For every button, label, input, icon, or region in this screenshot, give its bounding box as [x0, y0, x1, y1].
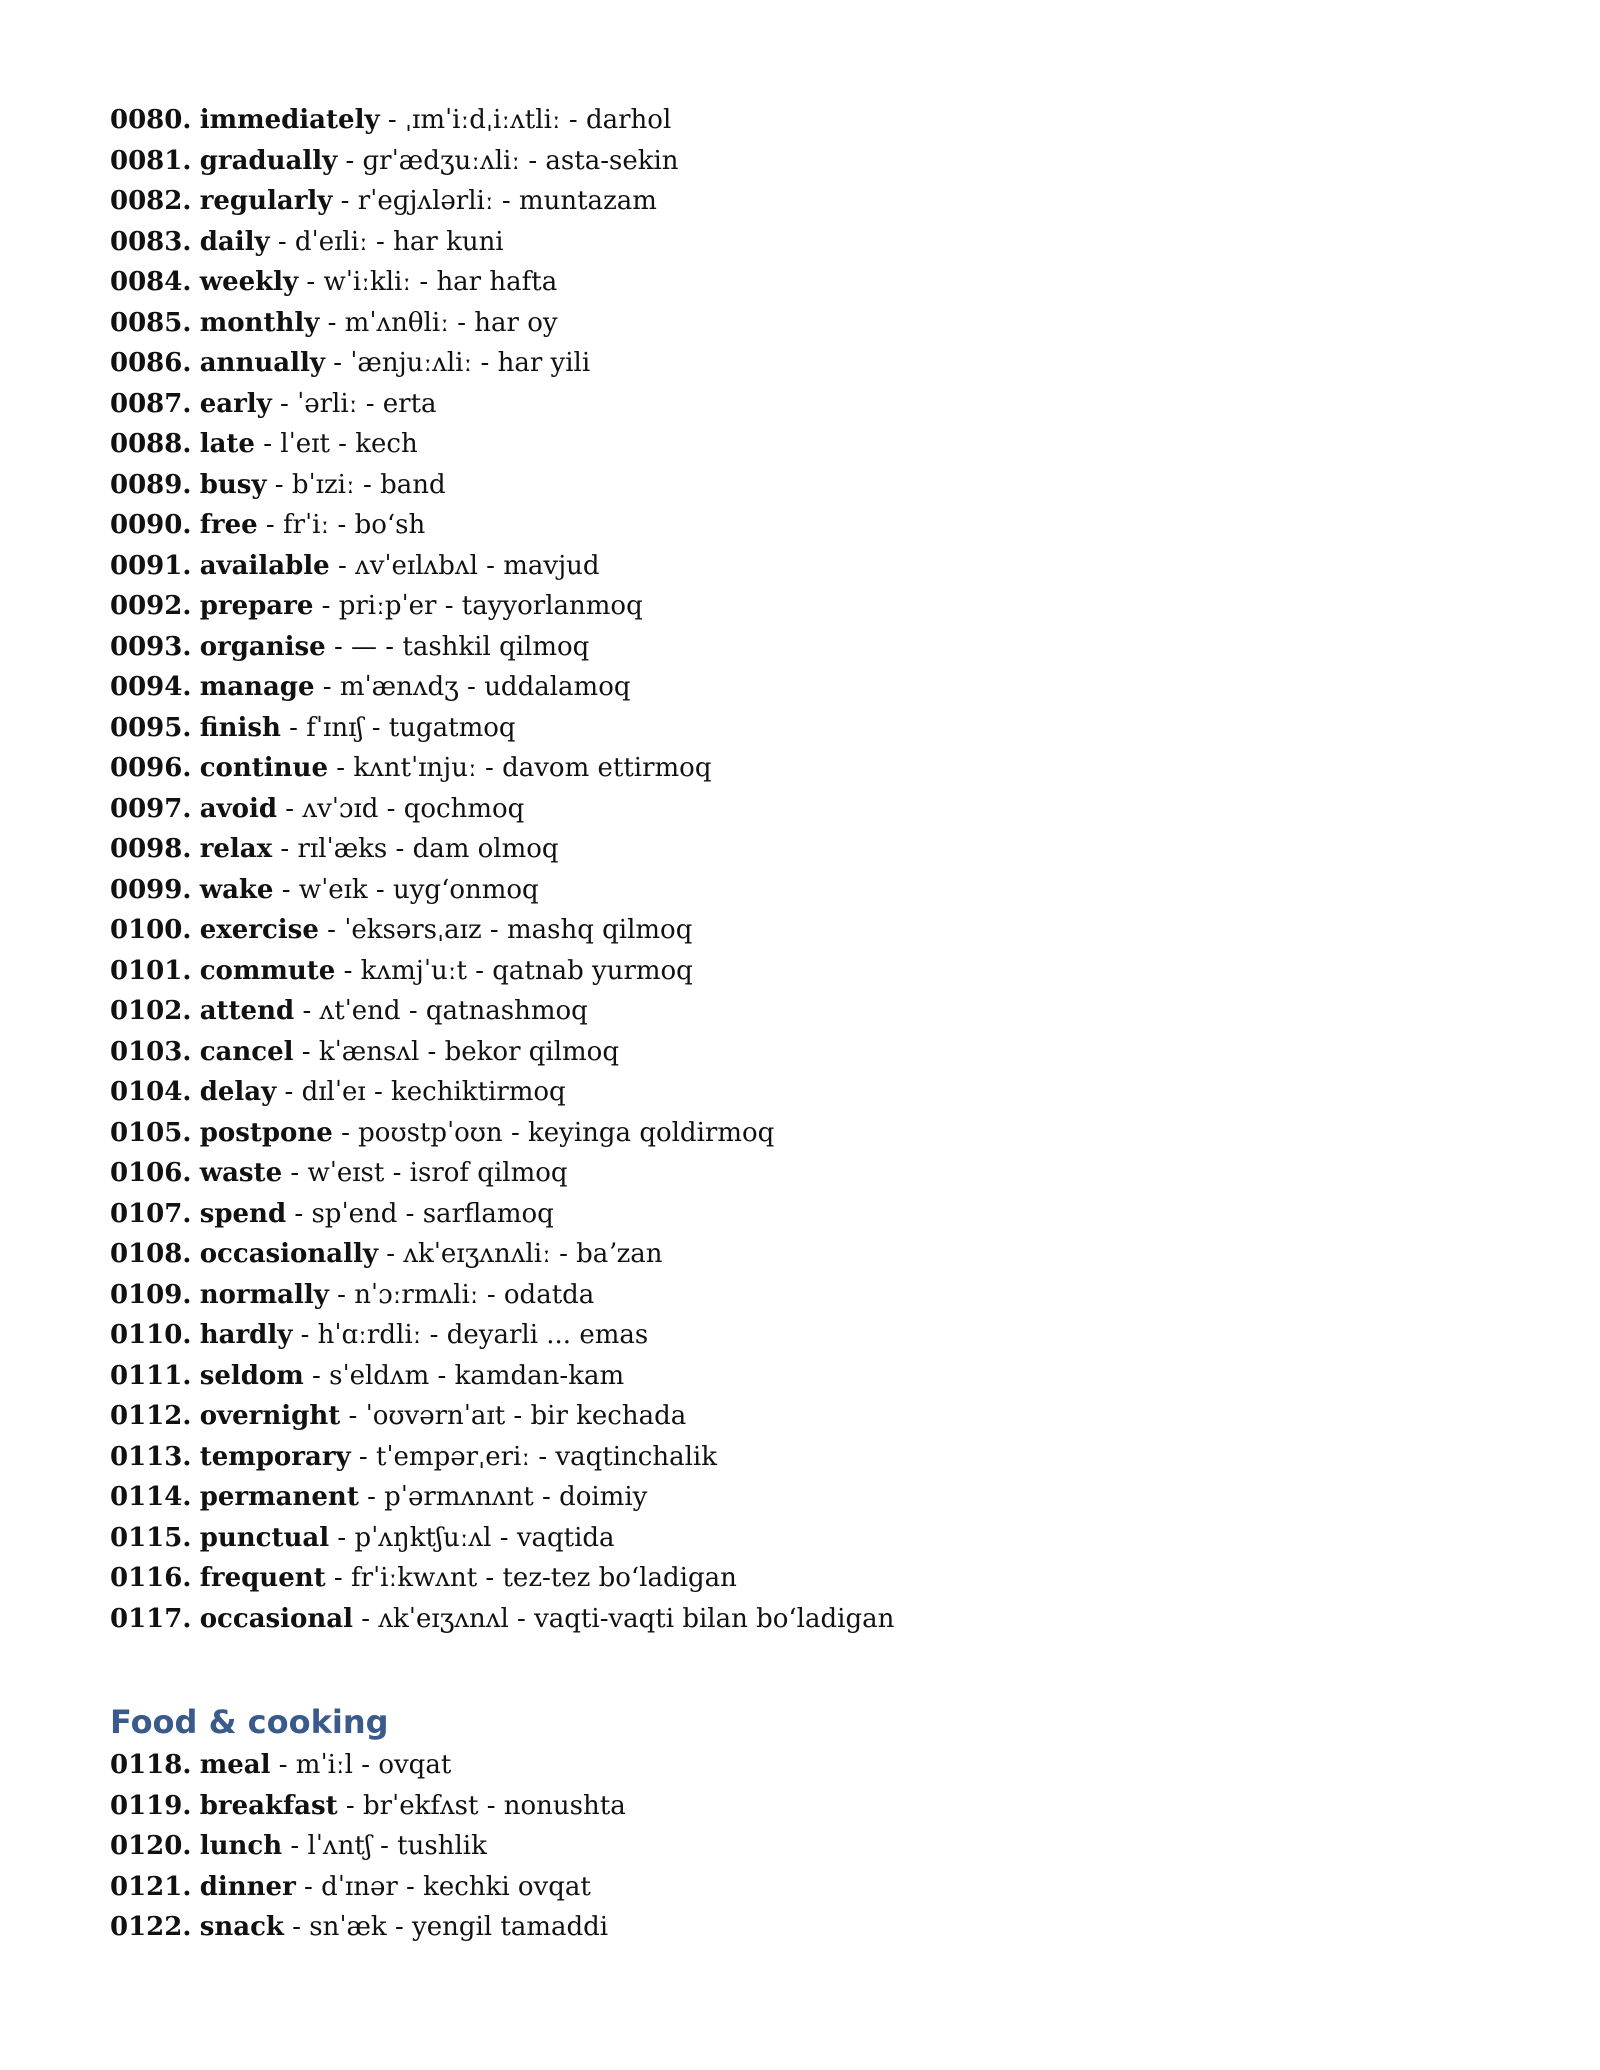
entry-pronunciation: frˈiː [282, 510, 330, 540]
entry-translation: qochmoq [403, 793, 525, 824]
vocab-entry: 0104. delay - dɪlˈeɪ - kechiktirmoq [110, 1077, 566, 1107]
entry-word: spend [199, 1198, 287, 1229]
entry-number: 0094. [110, 672, 192, 702]
entry-word: exercise [199, 915, 319, 945]
vocab-entry: 0114. permanent - pˈərmʌnʌnt - doimiy [110, 1482, 648, 1512]
entry-pronunciation: wˈeɪk [298, 874, 368, 905]
entry-number: 0109. [110, 1279, 192, 1310]
entry-translation: kech [355, 429, 418, 459]
vocab-entry: 0115. punctual - pˈʌŋktʃuːʌl - vaqtida [110, 1522, 615, 1553]
entry-word: immediately [199, 105, 380, 135]
entry-pronunciation: dˈɪnər [321, 1871, 398, 1902]
entry-word: cancel [199, 1036, 294, 1067]
entry-number: 0119. [110, 1790, 192, 1821]
document-page [110, 100, 1510, 1948]
vocab-entry: 0118. meal - mˈiːl - ovqat [110, 1750, 452, 1780]
entry-pronunciation: rɪlˈæks [297, 834, 388, 864]
entry-number: 0098. [110, 834, 192, 864]
entry-pronunciation: rˈeɡjʌlərliː [357, 186, 494, 216]
entry-translation: keyinga qoldirmoq [528, 1117, 775, 1148]
entry-pronunciation: pˈʌŋktʃuːʌl [354, 1522, 492, 1553]
entry-pronunciation: ɡrˈædʒuːʌliː [362, 145, 521, 176]
entry-number: 0105. [110, 1117, 192, 1148]
entry-number: 0099. [110, 874, 192, 905]
vocab-entry: 0105. postpone - poʊstpˈoʊn - keyinga qoldirmoq [110, 1117, 775, 1148]
entry-pronunciation: dˈeɪliː [294, 226, 368, 257]
entry-word: manage [199, 672, 315, 702]
entry-translation: odatda [503, 1279, 595, 1310]
entry-translation: dam olmoq [412, 834, 559, 864]
entry-pronunciation: brˈekfʌst [362, 1790, 479, 1821]
entry-number: 0090. [110, 510, 192, 540]
entry-number: 0114. [110, 1482, 192, 1512]
entry-translation: vaqtinchalik [555, 1441, 717, 1472]
entry-pronunciation: ʌvˈɔɪd [302, 793, 379, 824]
vocab-entry: 0122. snack - snˈæk - yengil tamaddi [110, 1912, 609, 1942]
entry-word: gradually [199, 145, 338, 176]
entry-translation: har kuni [393, 226, 504, 257]
entry-pronunciation: ˈeksərsˌaɪz [344, 915, 482, 945]
entry-number: 0091. [110, 550, 192, 581]
vocab-entry: 0080. immediately - ˌɪmˈiːdˌiːʌtliː - darhol [110, 105, 672, 135]
vocab-entry: 0107. spend - spˈend - sarflamoq [110, 1198, 554, 1229]
entry-word: annually [199, 348, 325, 378]
entry-pronunciation: priːpˈer [338, 591, 437, 621]
entry-pronunciation: kʌmjˈuːt [360, 955, 467, 986]
entry-translation: muntazam [518, 186, 657, 216]
entry-number: 0103. [110, 1036, 192, 1067]
entry-word: punctual [199, 1522, 330, 1553]
entry-number: 0112. [110, 1401, 192, 1431]
vocab-entry: 0101. commute - kʌmjˈuːt - qatnab yurmoq [110, 955, 693, 986]
entry-word: late [199, 429, 255, 459]
entry-word: organise [199, 631, 326, 662]
entry-translation: har oy [474, 307, 558, 338]
entry-word: overnight [199, 1401, 341, 1431]
entry-number: 0084. [110, 267, 192, 297]
entry-word: commute [199, 955, 336, 986]
entry-pronunciation: lˈʌntʃ [307, 1831, 372, 1861]
vocab-entry: 0108. occasionally - ʌkˈeɪʒʌnʌliː - baʼzan [110, 1239, 663, 1269]
entry-translation: isrof qilmoq [409, 1158, 568, 1188]
entry-pronunciation: spˈend [311, 1198, 398, 1229]
vocab-entry: 0085. monthly - mˈʌnθliː - har oy [110, 307, 558, 338]
vocab-entry: 0090. free - frˈiː - boʻsh [110, 510, 426, 540]
entry-pronunciation: ˈænjuːʌliː [350, 348, 473, 378]
vocab-entry: 0111. seldom - sˈeldʌm - kamdan-kam [110, 1360, 625, 1391]
entry-word: available [199, 550, 330, 581]
entry-pronunciation: ʌtˈend [319, 996, 401, 1026]
entry-number: 0080. [110, 105, 192, 135]
entry-translation: tushlik [397, 1831, 487, 1861]
entry-number: 0082. [110, 186, 192, 216]
entry-pronunciation: pˈərmʌnʌnt [384, 1482, 534, 1512]
vocab-entry: 0098. relax - rɪlˈæks - dam olmoq [110, 834, 559, 864]
entry-pronunciation: hˈɑːrdliː [317, 1320, 422, 1350]
vocab-entry: 0100. exercise - ˈeksərsˌaɪz - mashq qilmoq [110, 915, 693, 945]
entry-translation: nonushta [503, 1790, 626, 1821]
entry-translation: mavjud [503, 550, 600, 581]
entry-translation: tashkil qilmoq [402, 631, 590, 662]
vocab-entry: 0109. normally - nˈɔːrmʌliː - odatda [110, 1279, 595, 1310]
entry-word: weekly [199, 267, 299, 297]
entry-translation: sarflamoq [422, 1198, 554, 1229]
entry-translation: darhol [585, 105, 672, 135]
entry-number: 0081. [110, 145, 192, 176]
entry-pronunciation: ʌvˈeɪlʌbʌl [355, 550, 478, 581]
entry-translation: erta [382, 388, 437, 419]
entry-pronunciation: nˈɔːrmʌliː [354, 1279, 479, 1310]
vocab-entry: 0097. avoid - ʌvˈɔɪd - qochmoq [110, 793, 525, 824]
entry-word: breakfast [199, 1790, 338, 1821]
entry-number: 0121. [110, 1871, 192, 1902]
vocab-entry: 0117. occasional - ʌkˈeɪʒʌnʌl - vaqti-vaqti bilan boʻladigan [110, 1603, 895, 1634]
entry-translation: uygʻonmoq [393, 874, 539, 905]
entry-word: snack [199, 1912, 284, 1942]
entry-translation: tayyorlanmoq [461, 591, 643, 621]
entry-pronunciation: tˈempərˌeriː [375, 1441, 531, 1472]
entry-number: 0095. [110, 712, 192, 743]
entry-pronunciation: kʌntˈɪnjuː [353, 753, 477, 783]
entry-pronunciation: wˈeɪst [307, 1158, 385, 1188]
entry-word: continue [199, 753, 328, 783]
vocab-entry: 0089. busy - bˈɪziː - band [110, 469, 446, 500]
entry-word: lunch [199, 1831, 283, 1861]
entry-translation: qatnab yurmoq [492, 955, 693, 986]
entry-translation: vaqti-vaqti bilan boʻladigan [534, 1603, 895, 1634]
entry-translation: bekor qilmoq [444, 1036, 619, 1067]
entry-translation: boʻsh [354, 510, 426, 540]
entry-translation: deyarli ... emas [446, 1320, 649, 1350]
entry-pronunciation: mˈiːl [295, 1750, 353, 1780]
entry-word: prepare [199, 591, 314, 621]
vocab-entry: 0102. attend - ʌtˈend - qatnashmoq [110, 996, 588, 1026]
entry-number: 0106. [110, 1158, 192, 1188]
entry-word: busy [199, 469, 267, 500]
entry-number: 0086. [110, 348, 192, 378]
entry-word: waste [199, 1158, 283, 1188]
entry-word: relax [199, 834, 273, 864]
vocab-entry: 0095. finish - fˈɪnɪʃ - tugatmoq [110, 712, 516, 743]
vocab-entry: 0092. prepare - priːpˈer - tayyorlanmoq [110, 591, 643, 621]
section-heading: Food & cooking [110, 1703, 389, 1741]
entry-word: occasionally [199, 1239, 379, 1269]
entry-translation: band [380, 469, 446, 500]
entry-number: 0120. [110, 1831, 192, 1861]
vocab-entry: 0112. overnight - ˈoʊvərnˈaɪt - bir kechada [110, 1401, 687, 1431]
entry-word: frequent [199, 1563, 326, 1593]
entry-word: delay [199, 1077, 277, 1107]
entry-pronunciation: mˈænʌdʒ [339, 672, 459, 702]
entry-pronunciation: ˌɪmˈiːdˌiːʌtliː [404, 105, 561, 135]
entry-number: 0110. [110, 1320, 192, 1350]
entry-word: temporary [199, 1441, 351, 1472]
entry-translation: baʼzan [576, 1239, 663, 1269]
entry-pronunciation: poʊstpˈoʊn [358, 1117, 503, 1148]
entry-word: permanent [199, 1482, 359, 1512]
entry-translation: kechiktirmoq [391, 1077, 566, 1107]
entry-translation: kechki ovqat [423, 1871, 591, 1902]
entry-word: hardly [199, 1320, 293, 1350]
entry-number: 0113. [110, 1441, 192, 1472]
entry-pronunciation: frˈiːkwʌnt [350, 1563, 478, 1593]
vocabulary-list [110, 100, 1510, 1639]
vocab-entry: 0093. organise - — - tashkil qilmoq [110, 631, 590, 662]
entry-number: 0085. [110, 307, 192, 338]
entry-number: 0104. [110, 1077, 192, 1107]
entry-word: regularly [199, 186, 333, 216]
entry-translation: tugatmoq [388, 712, 516, 743]
entry-number: 0117. [110, 1603, 192, 1634]
entry-translation: kamdan-kam [454, 1360, 625, 1391]
entry-word: occasional [199, 1603, 354, 1634]
entry-number: 0101. [110, 955, 192, 986]
entry-pronunciation: sˈeldʌm [329, 1360, 430, 1391]
entry-pronunciation: — [351, 631, 378, 662]
vocabulary-list [110, 1745, 1510, 1948]
vocab-entry: 0083. daily - dˈeɪliː - har kuni [110, 226, 504, 257]
entry-number: 0116. [110, 1563, 192, 1593]
entry-translation: qatnashmoq [425, 996, 588, 1026]
entry-translation: tez-tez boʻladigan [502, 1563, 737, 1593]
vocab-entry: 0121. dinner - dˈɪnər - kechki ovqat [110, 1871, 591, 1902]
entry-number: 0102. [110, 996, 192, 1026]
entry-pronunciation: kˈænsʌl [318, 1036, 420, 1067]
entry-pronunciation: fˈɪnɪʃ [306, 712, 364, 743]
vocab-entry: 0116. frequent - frˈiːkwʌnt - tez-tez boʻladigan [110, 1563, 737, 1593]
entry-word: seldom [199, 1360, 304, 1391]
entry-number: 0122. [110, 1912, 192, 1942]
entry-translation: uddalamoq [484, 672, 631, 702]
entry-number: 0088. [110, 429, 192, 459]
entry-number: 0100. [110, 915, 192, 945]
entry-word: wake [199, 874, 274, 905]
vocab-entry: 0081. gradually - ɡrˈædʒuːʌliː - asta-sekin [110, 145, 679, 176]
entry-translation: asta-sekin [545, 145, 679, 176]
entry-translation: har yili [497, 348, 591, 378]
entry-translation: yengil tamaddi [412, 1912, 609, 1942]
vocab-entry: 0106. waste - wˈeɪst - isrof qilmoq [110, 1158, 568, 1188]
vocab-entry: 0094. manage - mˈænʌdʒ - uddalamoq [110, 672, 631, 702]
entry-word: attend [199, 996, 295, 1026]
entry-number: 0087. [110, 388, 192, 419]
entry-translation: mashq qilmoq [506, 915, 693, 945]
entry-word: finish [199, 712, 281, 743]
entry-pronunciation: wˈiːkliː [323, 267, 412, 297]
entry-word: monthly [199, 307, 320, 338]
entry-translation: bir kechada [530, 1401, 687, 1431]
entry-translation: davom ettirmoq [502, 753, 712, 783]
entry-number: 0107. [110, 1198, 192, 1229]
entry-number: 0092. [110, 591, 192, 621]
entry-number: 0097. [110, 793, 192, 824]
vocab-entry: 0082. regularly - rˈeɡjʌlərliː - muntazam [110, 186, 657, 216]
entry-pronunciation: mˈʌnθliː [344, 307, 449, 338]
entry-word: normally [199, 1279, 329, 1310]
entry-number: 0089. [110, 469, 192, 500]
entry-translation: doimiy [559, 1482, 648, 1512]
vocab-entry: 0087. early - ˈərliː - erta [110, 388, 437, 419]
entry-word: daily [199, 226, 270, 257]
vocab-entry: 0119. breakfast - brˈekfʌst - nonushta [110, 1790, 626, 1821]
vocab-entry: 0113. temporary - tˈempərˌeriː - vaqtinchalik [110, 1441, 717, 1472]
entry-number: 0093. [110, 631, 192, 662]
vocab-entry: 0096. continue - kʌntˈɪnjuː - davom ettirmoq [110, 753, 712, 783]
entry-pronunciation: dɪlˈeɪ [301, 1077, 366, 1107]
entry-number: 0111. [110, 1360, 192, 1391]
vocab-entry: 0099. wake - wˈeɪk - uygʻonmoq [110, 874, 539, 905]
entry-translation: vaqtida [516, 1522, 615, 1553]
entry-word: free [199, 510, 258, 540]
vocab-entry: 0110. hardly - hˈɑːrdliː - deyarli ... emas [110, 1320, 649, 1350]
vocab-entry: 0120. lunch - lˈʌntʃ - tushlik [110, 1831, 487, 1861]
entry-number: 0083. [110, 226, 192, 257]
entry-number: 0115. [110, 1522, 192, 1553]
vocab-entry: 0091. available - ʌvˈeɪlʌbʌl - mavjud [110, 550, 600, 581]
entry-number: 0108. [110, 1239, 192, 1269]
entry-word: dinner [199, 1871, 296, 1902]
entry-pronunciation: ʌkˈeɪʒʌnʌl [378, 1603, 509, 1634]
entry-pronunciation: snˈæk [309, 1912, 387, 1942]
entry-pronunciation: ˈərliː [297, 388, 358, 419]
entry-word: early [199, 388, 272, 419]
entry-pronunciation: ʌkˈeɪʒʌnʌliː [403, 1239, 551, 1269]
entry-pronunciation: bˈɪziː [291, 469, 355, 500]
vocab-entry: 0088. late - lˈeɪt - kech [110, 429, 418, 459]
entry-number: 0118. [110, 1750, 192, 1780]
vocab-entry: 0086. annually - ˈænjuːʌliː - har yili [110, 348, 591, 378]
entry-number: 0096. [110, 753, 192, 783]
vocab-entry: 0084. weekly - wˈiːkliː - har hafta [110, 267, 558, 297]
entry-pronunciation: ˈoʊvərnˈaɪt [365, 1401, 506, 1431]
entry-word: avoid [199, 793, 278, 824]
entry-word: meal [199, 1750, 271, 1780]
entry-translation: har hafta [436, 267, 558, 297]
entry-pronunciation: lˈeɪt [280, 429, 330, 459]
entry-translation: ovqat [378, 1750, 452, 1780]
entry-word: postpone [199, 1117, 333, 1148]
vocab-entry: 0103. cancel - kˈænsʌl - bekor qilmoq [110, 1036, 619, 1067]
